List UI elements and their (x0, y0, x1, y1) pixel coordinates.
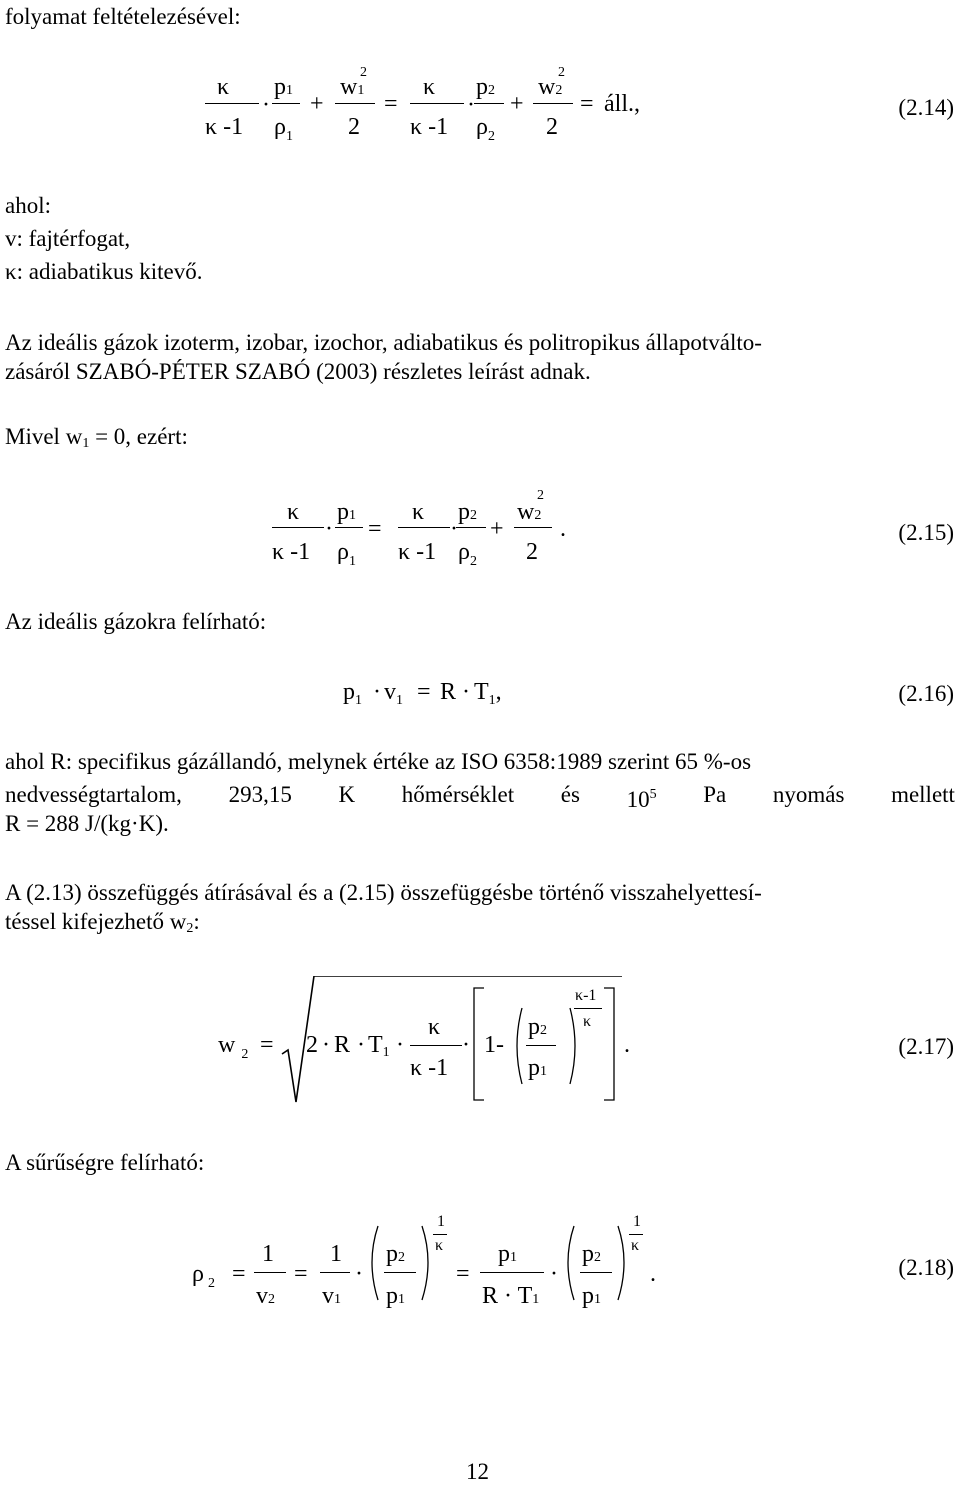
parentheses (0, 1220, 960, 1310)
ideal-gas-paragraph-line1: Az ideális gázok izoterm, izobar, izochor, adiabatikus és politropikus állapotválto- (5, 330, 762, 355)
ahol-label: ahol: (5, 193, 51, 218)
kappa-definition: κ: adiabatikus kitevő. (5, 259, 203, 284)
density-intro: A sűrűségre felírható: (5, 1150, 205, 1175)
A-paragraph-line2: téssel kifejezhető $w_2$: (5, 909, 200, 936)
ideal-gas-formula-intro: Az ideális gázokra felírható: (5, 609, 267, 634)
R-paragraph-line3: R = 288 J/(kg·K). (5, 811, 169, 836)
mivel-line: Mivel $w_1 = 0$, ezért: (5, 424, 188, 451)
intro-line: folyamat feltételezésével: (5, 4, 241, 29)
page-number: 12 (466, 1459, 489, 1484)
ideal-gas-paragraph-line2: zásáról SZABÓ-PÉTER SZABÓ (2003) részletes leírást adnak. (5, 359, 591, 384)
R-paragraph-line1: ahol R: specifikus gázállandó, melynek értéke az ISO 6358:1989 szerint 65 %-os (5, 749, 752, 774)
A-paragraph-line1: A (2.13) összefüggés átírásával és a (2.15) összefüggésbe történő visszahelyettesí- (5, 880, 762, 905)
v-definition: v: fajtérfogat, (5, 226, 131, 251)
R-paragraph-line2: nedvességtartalom, 293,15 K hőmérséklet és $10^5$ Pa nyomás mellett (5, 782, 955, 812)
